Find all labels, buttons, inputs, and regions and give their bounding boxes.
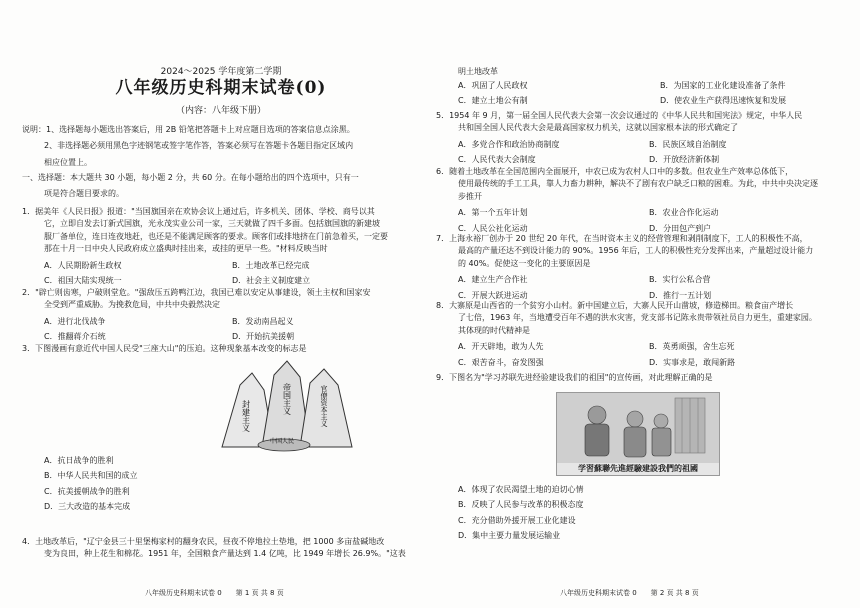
option[interactable]: A．抗日战争的胜利 <box>44 456 114 465</box>
question-line: 服厂备单位，连日连夜地赶，也还是不能满足顾客的要求。顾客们或排地挤在门前急着买，一定要 <box>44 231 388 241</box>
poster-caption: 学習蘇聯先進經驗建設我們的祖國 <box>557 463 719 475</box>
option[interactable]: C．祖国大陆实现统一 <box>44 276 122 286</box>
option[interactable]: C．推翻蒋介石统 <box>44 332 106 342</box>
option[interactable]: B．中华人民共和国的成立 <box>44 471 138 481</box>
question-line: 全受到严重威胁。为挽救危局，中共中央毅然决定 <box>44 300 220 310</box>
question-line: 7．上海永裕厂创办于 20 世纪 20 年代，在当时资本主义的经营管理和剥削制度下，工人的积极性不高， <box>436 234 808 243</box>
question-line: 它，立即自发去订新式国旗，光永茂实业公司一家，三天就做了四千多面。包括旗国旗的新建坡 <box>44 219 380 229</box>
question-9 <box>436 372 840 384</box>
option[interactable]: A．多党合作和政治协商制度 <box>458 139 560 149</box>
option-row <box>436 274 840 286</box>
instruction-line: 说明：1、选择题每小题选出答案后，用 2B 铅笔把答题卡上对应题目选项的答案信息点涂黑。 <box>22 125 355 134</box>
question-line: 6．随着土地改革在全国范围内全面展开，中农已成为农村人口中的多数。但农业生产效率总体低下， <box>436 167 794 176</box>
option[interactable]: D．开始抗美援朝 <box>232 332 295 342</box>
term-label: 2024～2025 学年度第二学期 <box>160 67 282 77</box>
question-line: 使用最传统的手工工具，靠人力畜力耕种，解决不了剧有农户缺乏口粮的困难。为此，中共中央决定逐 <box>458 179 818 189</box>
option[interactable]: C．建立土地公有制 <box>458 96 528 106</box>
option[interactable]: D．开放经济新体制 <box>649 155 720 165</box>
instruction-line: 2、非选择题必须用黑色字迹钢笔或签字笔作答，答案必须写在答题卡各题目指定区域内 <box>44 141 354 151</box>
question-line: 9．下图名为"学习苏联先进经验建设我们的祖国"的宣传画，对此理解正确的是 <box>436 373 713 382</box>
option[interactable]: C．抗美援朝战争的胜利 <box>44 486 130 496</box>
option[interactable]: A．巩固了人民政权 <box>458 81 528 90</box>
label-fengjian: 封建主义 <box>241 400 251 432</box>
three-mountains-cartoon <box>212 355 362 453</box>
question-7 <box>436 233 840 302</box>
option-row <box>436 341 840 353</box>
question-line: 其体现的时代精神是 <box>458 325 530 335</box>
option[interactable]: A．建立生产合作社 <box>458 275 528 285</box>
option[interactable]: D．集中主要力量发展运输业 <box>458 531 561 541</box>
option[interactable]: B．英勇顽强，舍生忘死 <box>649 342 735 352</box>
question-line: 共和国全国人民代表大会是最高国家权力机关，这就以国家根本法的形式确定了 <box>458 123 738 133</box>
question-3-options <box>22 455 442 514</box>
option-row <box>22 275 420 287</box>
option-row <box>22 316 420 328</box>
question-line: 2．"辟亡则齿寒，户破则堂危。"强敌压五跨鸭江边，我国已难以安定从事建设，领土主权和国家安 <box>22 288 371 297</box>
question-3 <box>22 343 420 355</box>
option[interactable]: A．进行北伐战争 <box>44 316 106 326</box>
instruction-line: 相应位置上。 <box>44 157 92 167</box>
option[interactable]: D．三大改造的基本完成 <box>44 502 131 512</box>
question-8 <box>436 300 840 369</box>
option[interactable]: A．人民期盼新生政权 <box>44 260 122 270</box>
label-guanliao: 官僚资本主义 <box>320 385 328 427</box>
label-people: 中国人民 <box>270 438 295 445</box>
option[interactable]: D．使农业生产获得迅速恢复和发展 <box>660 96 787 106</box>
exam-subtitle: （内容：八年级下册） <box>175 106 266 116</box>
question-line: 5．1954 年 9 月，第一届全国人民代表大会第一次会议通过的《中华人民共和国宪法》规定，中华人民 <box>436 111 803 120</box>
option[interactable]: A．开天辟地，敢为人先 <box>458 342 544 352</box>
option[interactable]: B．实行公私合营 <box>649 275 711 285</box>
option[interactable]: D．分田包产到户 <box>649 223 712 233</box>
option[interactable]: B．为国家的工业化建设准备了条件 <box>660 81 786 90</box>
option-row <box>458 80 860 92</box>
exam-title: 八年级历史科期末试卷(0) <box>115 78 327 98</box>
instructions <box>22 124 420 169</box>
question-1 <box>22 206 420 287</box>
question-4-continued: 明土地改革 <box>458 67 498 76</box>
label-diguo: 帝国主义 <box>282 383 292 415</box>
option[interactable]: D．社会主义制度建立 <box>232 276 311 286</box>
footer-left: 八年级历史科期末试卷 0 第 1 页 共 8 页 <box>145 589 284 597</box>
question-line: 4．土地改革后，"辽宁金县三十里堡梅家村的翻身农民，昼夜不停地拉土垫地，把 1000 多亩盐碱地改 <box>22 537 385 546</box>
question-line: 1．据美年《人民日报》报道："当国旗国亲在欢协会议上通过后，许多机关、团体、学校、商号以其 <box>22 207 375 216</box>
option-row <box>436 139 840 151</box>
question-6 <box>436 166 840 235</box>
option[interactable]: D．实事求是，敢闯新路 <box>649 357 736 367</box>
option[interactable]: D．推行一五计划 <box>649 290 712 300</box>
question-line: 8．大寨原是山西省的一个贫穷小山村。新中国建立后，大寨人民开山凿坡，修造梯田。粮食亩产增长 <box>436 301 794 310</box>
option-row <box>436 154 840 166</box>
option-row <box>436 357 840 369</box>
question-4 <box>22 536 420 561</box>
question-4-options <box>436 80 860 108</box>
section-heading <box>22 172 420 201</box>
propaganda-poster <box>556 392 720 476</box>
question-line: 的 40%。促使这一变化的主要原因是 <box>458 258 591 268</box>
option[interactable]: C．开展大跃进运动 <box>458 290 528 300</box>
question-9-options <box>436 484 860 543</box>
question-line: 步推开 <box>458 191 482 201</box>
option-row <box>22 331 420 343</box>
option[interactable]: B．农业合作化运动 <box>649 208 719 218</box>
option[interactable]: C．人民代表大会制度 <box>458 155 536 165</box>
option-row <box>436 207 840 219</box>
question-2 <box>22 287 420 344</box>
option[interactable]: A．体现了农民渴望土地的迫切心情 <box>458 485 584 494</box>
question-line: 变为良田，种上花生和棉花。1951 年，全国粮食产量达到 1.4 亿吨，比 1949 年增长 26.9%。"这表 <box>44 549 406 559</box>
section-line: 一、选择题：本大题共 30 小题，每小题 2 分，共 60 分。在每小题给出的四个选项中，只有一 <box>22 173 359 182</box>
option[interactable]: B．民族区域自治制度 <box>649 139 727 149</box>
option[interactable]: C．艰苦奋斗，奋发图强 <box>458 357 544 367</box>
section-line: 项是符合题目要求的。 <box>44 189 124 199</box>
option-row <box>22 260 420 272</box>
option[interactable]: C．人民公社化运动 <box>458 223 528 233</box>
question-line: 最高的产量还达不到设计能力的 90%。1956 年后，工人的积极性充分发挥出来，产量超过设计能力 <box>458 246 814 256</box>
question-line: 了七倍，1963 年，当地遭受百年不遇的洪水灾害，党支部书记陈永贵带领社员自力更生，重建家园。 <box>458 313 817 323</box>
option-row <box>458 95 860 107</box>
option[interactable]: B．发动南昌起义 <box>232 316 294 326</box>
option[interactable]: A．第一个五年计划 <box>458 208 528 218</box>
question-5 <box>436 110 840 167</box>
option[interactable]: C．充分借助外援开展工业化建设 <box>458 515 576 525</box>
question-line: 3．下图漫画有意近代中国人民受"三座大山"的压迫。这种现象基本改变的标志是 <box>22 344 307 353</box>
option[interactable]: B．反映了人民参与改革的积极态度 <box>458 500 584 510</box>
option[interactable]: B．土地改革已经完成 <box>232 260 310 270</box>
question-line: 那在十月一日中央人民政府成立盛典时挂出来，或挂的更早一些。"材料反映当时 <box>44 244 328 254</box>
footer-right: 八年级历史科期末试卷 0 第 2 页 共 8 页 <box>560 589 699 597</box>
poster-illustration <box>557 393 719 463</box>
